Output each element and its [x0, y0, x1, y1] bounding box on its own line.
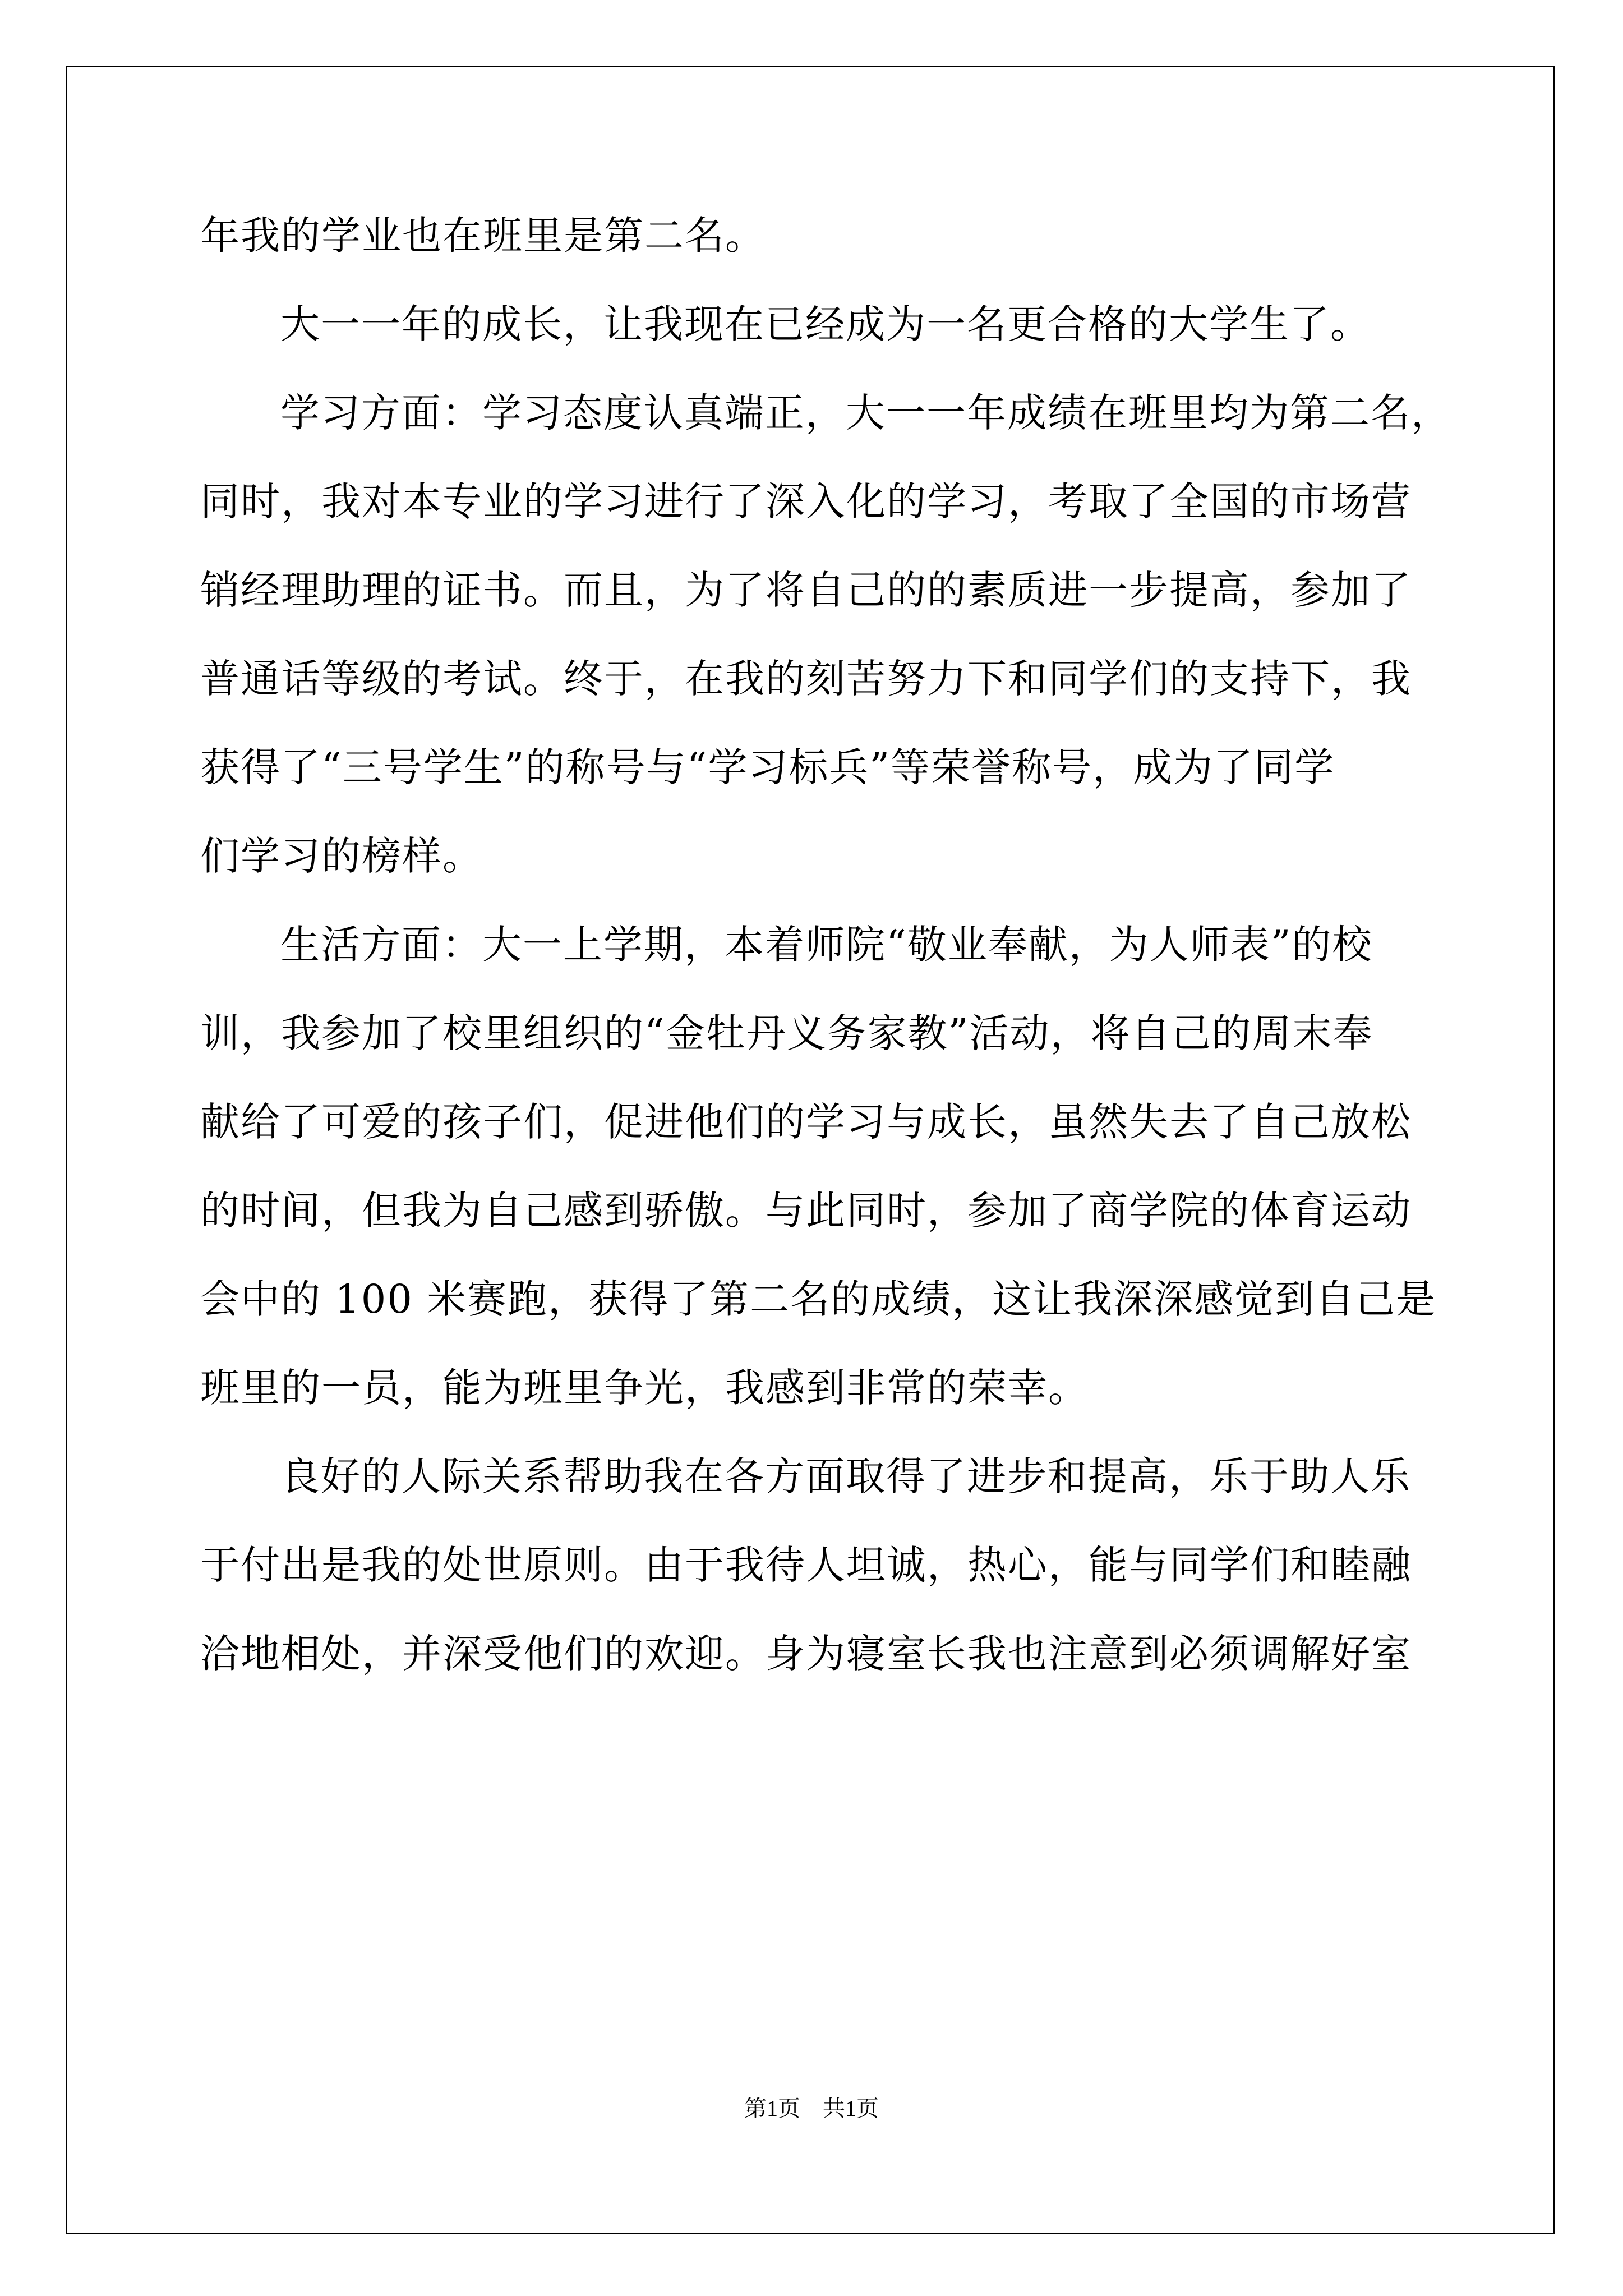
paragraph-start-line: 良好的人际关系帮助我在各方面取得了进步和提高，乐于助人乐: [280, 1453, 1411, 1499]
text-line: 们学习的榜样。: [200, 833, 483, 879]
text-line: 获得了“三号学生”的称号与“学习标兵”等荣誉称号，成为了同学: [200, 744, 1335, 790]
text-line: 洽地相处，并深受他们的欢迎。身为寝室长我也注意到必须调解好室: [200, 1631, 1412, 1677]
paragraph-start-line: 学习方面：学习态度认真端正，大一一年成绩在班里均为第二名，: [280, 390, 1451, 436]
text-line: 会中的 100 米赛跑，获得了第二名的成绩，这让我深深感觉到自己是: [200, 1276, 1437, 1322]
paragraph-start-line: 大一一年的成长，让我现在已经成为一名更合格的大学生了。: [280, 301, 1371, 347]
text-line: 销经理助理的证书。而且，为了将自己的的素质进一步提高，参加了: [200, 567, 1412, 613]
text-line: 普通话等级的考试。终于，在我的刻苦努力下和同学们的支持下，我: [200, 656, 1412, 702]
text-line: 的时间，但我为自己感到骄傲。与此同时，参加了商学院的体育运动: [200, 1188, 1412, 1234]
page-number: 第1页: [744, 2096, 800, 2121]
page-footer: [0, 2092, 1623, 2125]
text-line: 同时，我对本专业的学习进行了深入化的学习，考取了全国的市场营: [200, 478, 1412, 524]
paragraph-start-line: 生活方面：大一上学期，本着师院“敬业奉献，为人师表”的校: [280, 922, 1373, 968]
page-total: 共1页: [823, 2096, 879, 2121]
text-line: 班里的一员，能为班里争光，我感到非常的荣幸。: [200, 1365, 1089, 1411]
text-line: 训，我参加了校里组织的“金牡丹义务家教”活动，将自己的周末奉: [200, 1010, 1373, 1056]
text-line: 于付出是我的处世原则。由于我待人坦诚，热心，能与同学们和睦融: [200, 1542, 1412, 1588]
text-line: 年我的学业也在班里是第二名。: [200, 213, 766, 259]
text-line: 献给了可爱的孩子们，促进他们的学习与成长，虽然失去了自己放松: [200, 1099, 1412, 1145]
